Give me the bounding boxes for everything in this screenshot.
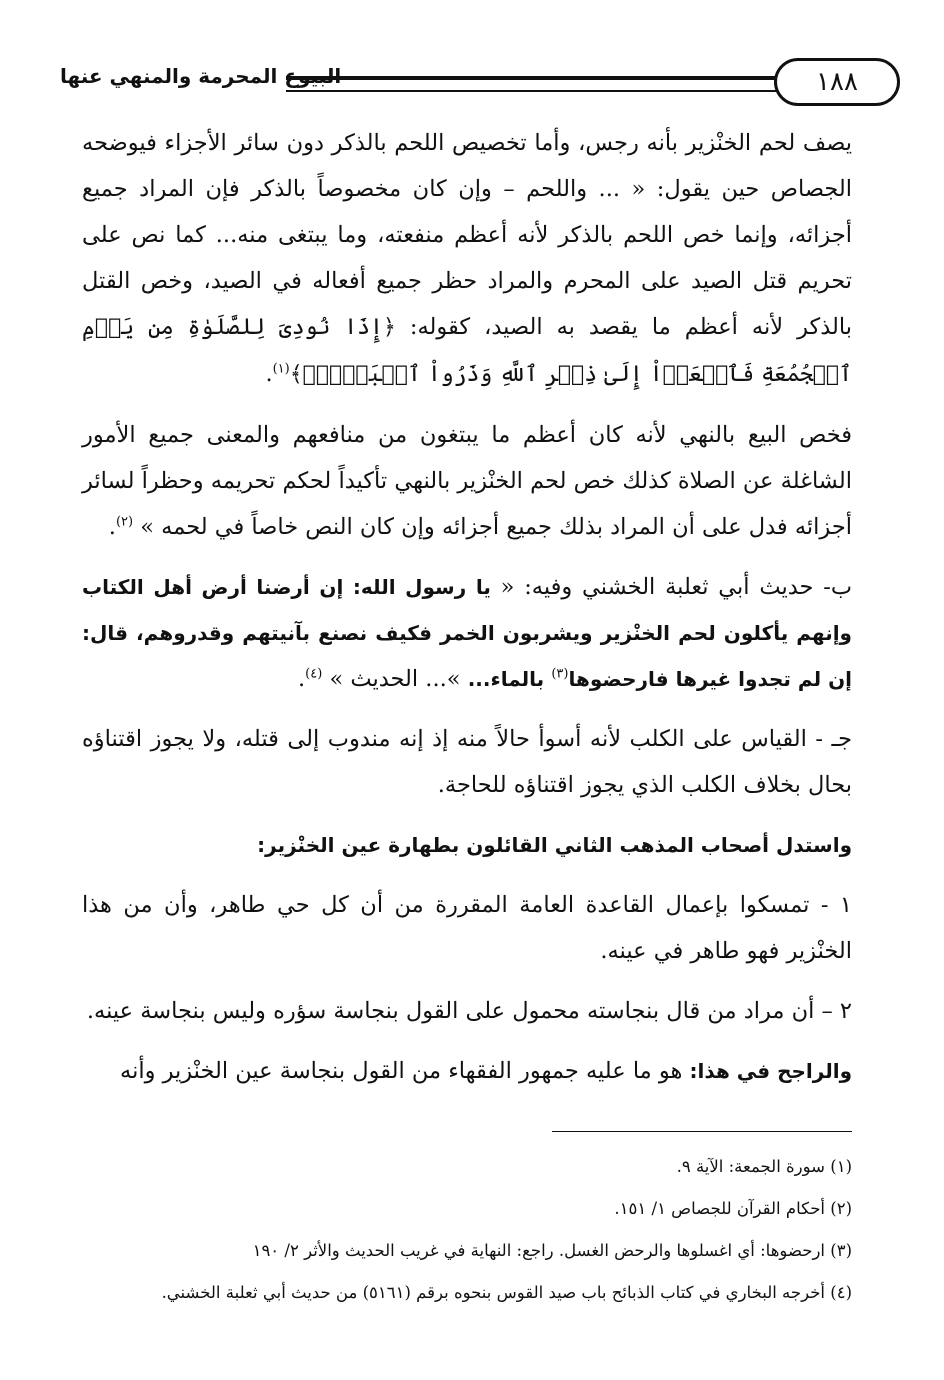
footnote-ref: (٤) xyxy=(305,666,323,682)
section-heading: واستدل أصحاب المذهب الثاني القائلون بطهارة عين الخنْزير: xyxy=(257,833,852,857)
paragraph-2: فخص البيع بالنهي لأنه كان أعظم ما يبتغون من منافعهم والمعنى جميع الأمور الشاغلة عن الصلاة كذلك خص لحم الخنْزير بالنهي تأكيداً لحكم تحريمه وحظراً لسائر أجزائه فدل على أن المراد بذلك جميع أجزائه وإن كان النص خاصاً في لحمه » $^{(٢)}$. xyxy=(82,422,852,540)
hadith-text: يا رسول الله: إن أرضنا أرض أهل الكتاب وإنهم يأكلون لحم الخنْزير ويشربون الخمر فكيف نصنع بآنيتهم وقدروهم، قال: إن لم تجدوا غيرها فارحضوها xyxy=(82,575,852,691)
spacer xyxy=(82,868,852,882)
footnotes xyxy=(82,1150,852,1318)
footnote-ref: (٢) xyxy=(115,514,134,530)
spacer xyxy=(82,974,852,988)
paragraph-5 xyxy=(82,822,852,868)
footnote-4: (٤) أخرجه البخاري في كتاب الذبائح باب صيد القوس بنحوه برقم (٥١٦١) من حديث أبي ثعلبة الخشني. xyxy=(161,1283,852,1302)
paragraph-text: فخص البيع بالنهي لأنه كان أعظم ما يبتغون من منافعهم والمعنى جميع الأمور الشاغلة عن الصلاة كذلك خص لحم الخنْزير بالنهي تأكيداً لحكم تحريمه وحظراً لسائر أجزائه فدل على أن المراد بذلك جميع أجزائه وإن كان النص خاصاً في لحمه » xyxy=(82,422,852,540)
spacer xyxy=(82,550,852,564)
page-header xyxy=(60,58,860,110)
spacer xyxy=(82,1034,852,1048)
page-number: ١٨٨ xyxy=(774,58,900,106)
spacer xyxy=(82,398,852,412)
paragraph-4: جـ - القياس على الكلب لأنه أسوأ حالاً منه إذ إنه مندوب إلى قتله، ولا يجوز اقتناؤه بحال بخلاف الكلب الذي يجوز اقتناؤه للحاجة. xyxy=(82,726,852,798)
footnote-2: (٢) أحكام القرآن للجصاص ١/ ١٥١. xyxy=(614,1199,852,1218)
spacer xyxy=(82,702,852,716)
paragraph-text: هو ما عليه جمهور الفقهاء من القول بنجاسة عين الخنْزير وأنه xyxy=(120,1058,683,1084)
paragraph-3: ب- حديث أبي ثعلبة الخشني وفيه: « يا رسول الله: إن أرضنا أرض أهل الكتاب وإنهم يأكلون لحم الخنْزير ويشربون الخمر فكيف نصنع بآنيتهم وقدروهم، قال: إن لم تجدوا غيرها فارحضوها$^{(٣)}$ بالماء... »... الحديث » $^{(٤)}$. xyxy=(82,574,852,692)
paragraph-7: ٢ – أن مراد من قال بنجاسته محمول على القول بنجاسة سؤره وليس بنجاسة عينه. xyxy=(86,998,852,1024)
hadith-text-end: بالماء... xyxy=(467,667,545,691)
paragraph-8 xyxy=(82,1048,852,1094)
quran-verse: ﴿إِذَا نُودِىَ لِلصَّلَوٰةِ مِن يَوۡمِ ٱلۡجُمُعَةِ فَٱسۡعَوۡاْ إِلَىٰ ذِكۡرِ ٱللَّهِ وَذَرُواْ ٱلۡبَيۡعَۚ﴾ xyxy=(82,315,852,387)
header-rule xyxy=(286,76,780,92)
footnote-ref: (١) xyxy=(272,361,290,377)
paragraph-6: ١ - تمسكوا بإعمال القاعدة العامة المقررة من أن كل حي طاهر، وأن من هذا الخنْزير فهو طاهر في عينه. xyxy=(82,892,852,964)
footnote-3: (٣) ارحضوها: أي اغسلوها والرحض الغسل. راجع: النهاية في غريب الحديث والأثر ٢/ ١٩٠ xyxy=(252,1241,852,1260)
footnote-separator xyxy=(552,1131,852,1132)
footnote-ref: (٣) xyxy=(551,666,569,682)
paragraph-text: ب- حديث أبي ثعلبة الخشني وفيه: « xyxy=(500,574,852,600)
paragraph-text: يصف لحم الخنْزير بأنه رجس، وأما تخصيص اللحم بالذكر دون سائر الأجزاء فيوضحه الجصاص حين يقول: « ... واللحم – وإن كان مخصوصاً بالذكر فإن المراد جميع أجزائه، وإنما خص اللحم بالذكر لأنه أعظم منفعته، وما يبتغى منه... كما نص على تحريم قتل الصيد على المحرم والمراد حظر جميع أفعاله في الصيد، وخص القتل بالذكر لأنه أعظم ما يقصد به الصيد، كقوله: xyxy=(82,130,852,340)
paragraph-text: »... الحديث » xyxy=(329,666,461,692)
page-body xyxy=(82,120,852,1094)
spacer xyxy=(82,808,852,822)
conclusion-label: والراجح في هذا: xyxy=(689,1059,852,1083)
running-title: البيوع المحرمة والمنهي عنها xyxy=(60,64,342,88)
footnote-1: (١) سورة الجمعة: الآية ٩. xyxy=(676,1157,852,1176)
paragraph-1: يصف لحم الخنْزير بأنه رجس، وأما تخصيص اللحم بالذكر دون سائر الأجزاء فيوضحه الجصاص حين يقول: « ... واللحم – وإن كان مخصوصاً بالذكر فإن المراد جميع أجزائه، وإنما خص اللحم بالذكر لأنه أعظم منفعته، وما يبتغى منه... كما نص على تحريم قتل الصيد على المحرم والمراد حظر جميع أفعاله في الصيد، وخص القتل بالذكر لأنه أعظم ما يقصد به الصيد، كقوله: ﴿إِذَا نُودِىَ لِلصَّلَوٰةِ مِن يَوۡمِ ٱلۡجُمُعَةِ فَٱسۡعَوۡاْ إِلَىٰ ذِكۡرِ ٱللَّهِ وَذَرُواْ ٱلۡبَيۡعَۚ﴾$^{(١)}$. xyxy=(82,130,852,387)
